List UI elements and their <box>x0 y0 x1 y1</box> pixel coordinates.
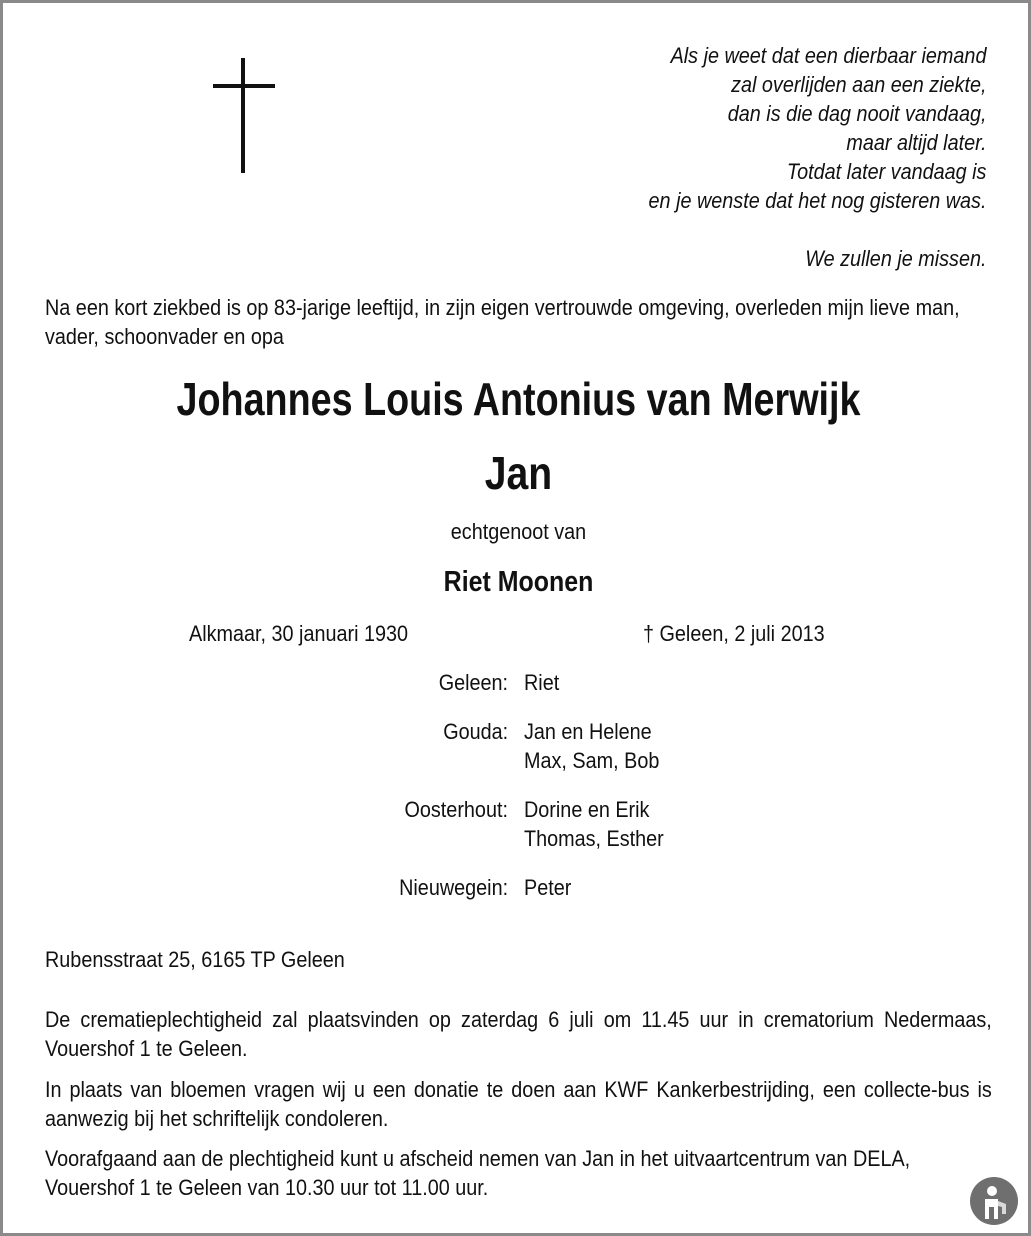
poem-line: Als je weet dat een dierbaar iemand <box>670 43 986 68</box>
spouse-intro: echtgenoot van <box>450 519 587 544</box>
family-name-line: Jan en Helene <box>524 719 652 744</box>
family-name-line: Thomas, Esther <box>524 826 664 851</box>
family-place: Geleen: <box>438 670 508 695</box>
poem <box>611 41 986 273</box>
death-info: † Geleen, 2 juli 2013 <box>643 621 825 646</box>
poem-line: zal overlijden aan een ziekte, <box>730 72 986 97</box>
family-names <box>524 717 659 775</box>
family-names <box>524 668 559 697</box>
cross-icon <box>213 58 275 174</box>
birth-info: Alkmaar, 30 januari 1930 <box>189 621 409 646</box>
family-place: Gouda: <box>443 719 508 744</box>
poem-closing: We zullen je missen. <box>804 246 986 271</box>
poem-line: dan is die dag nooit vandaag, <box>727 101 986 126</box>
farewell-paragraph: Voorafgaand aan de plechtigheid kunt u afscheid nemen van Jan in het uitvaartcentrum van DELA, Vouershof 1 te Geleen van 10.30 uur tot 11.00 uur. <box>45 1146 911 1200</box>
donation-paragraph: In plaats van bloemen vragen wij u een donatie te doen aan KWF Kankerbestrijding, een collecte-bus is aanwezig bij het schriftelijk condoleren. <box>45 1077 992 1131</box>
family-names <box>524 873 571 902</box>
deceased-nickname: Jan <box>484 447 553 499</box>
family-name-line: Peter <box>524 875 572 900</box>
family-names <box>524 795 664 853</box>
family-name-line: Riet <box>524 670 560 695</box>
poem-line: maar altijd later. <box>845 130 986 155</box>
home-address: Rubensstraat 25, 6165 TP Geleen <box>45 947 345 972</box>
poem-line: en je wenste dat het nog gisteren was. <box>648 188 986 213</box>
spouse-name: Riet Moonen <box>443 566 594 598</box>
intro-text: Na een kort ziekbed is op 83-jarige leeftijd, in zijn eigen vertrouwde omgeving, overleden mijn lieve man, vader, schoonvader en opa <box>45 295 960 349</box>
family-name-line: Max, Sam, Bob <box>524 748 660 773</box>
dela-logo-icon <box>970 1177 1018 1225</box>
family-place: Nieuwegein: <box>399 875 508 900</box>
family-name-line: Dorine en Erik <box>524 797 650 822</box>
deceased-name: Johannes Louis Antonius van Merwijk <box>176 373 861 425</box>
family-place: Oosterhout: <box>404 797 508 822</box>
poem-line: Totdat later vandaag is <box>786 159 986 184</box>
ceremony-paragraph: De crematieplechtigheid zal plaatsvinden op zaterdag 6 juli om 11.45 uur in crematorium Nedermaas, Vouershof 1 te Geleen. <box>45 1007 992 1061</box>
